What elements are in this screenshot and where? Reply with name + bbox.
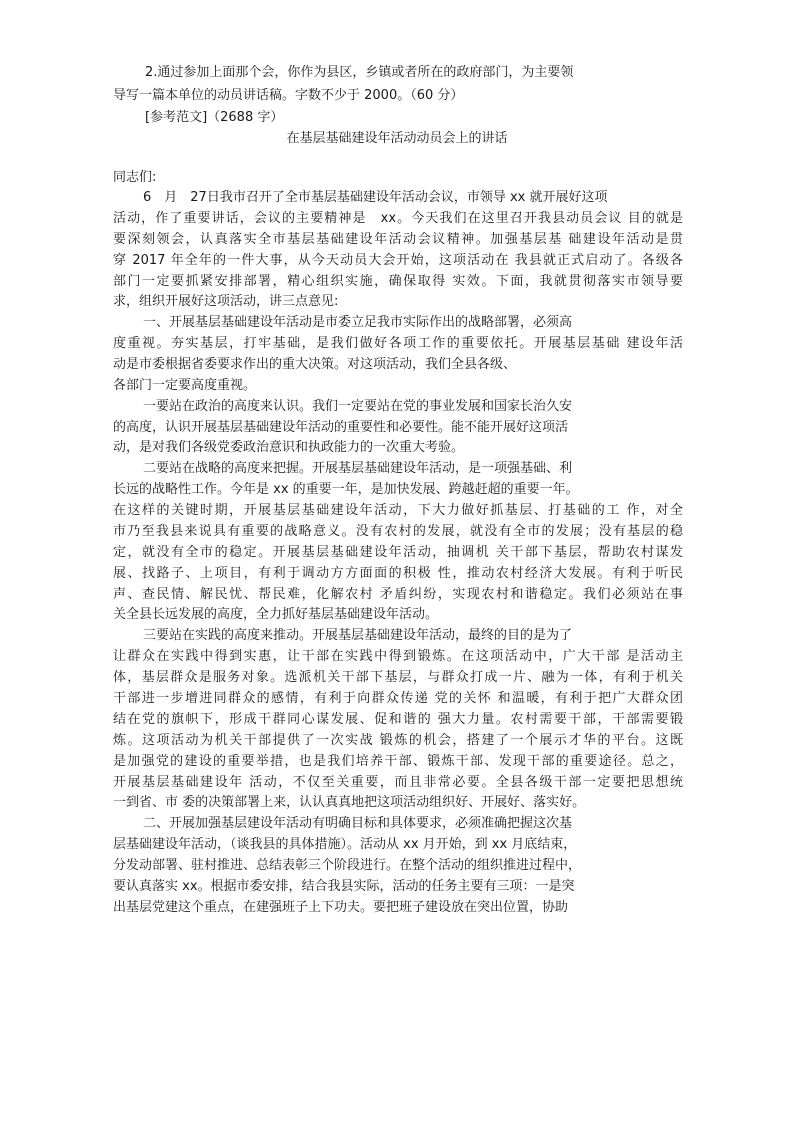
body-line: 二要站在战略的高度来把握。开展基层基础建设年活动，是一项强基础、利 <box>143 461 573 476</box>
section-heading-1: 一、开展基层基础建设年活动是市委立足我市实际作出的战略部署，必须高 <box>143 315 573 330</box>
body-line: 炼。这项活动为机关干部提供了一次实战 锻炼的机会，搭建了一个展示才华的平台。这既 <box>113 733 683 748</box>
body-line: 层基础建设年活动，（谈我县的具体措施）。活动从 xx 月开始，到 xx 月底结束， <box>113 837 577 852</box>
body-line: 定，就没有全市的稳定。开展基层基础建设年活动，抽调机 关干部下基层，帮助农村谋发 <box>113 545 683 560</box>
body-line: 动，是对我们各级党委政治意识和执政能力的一次重大考验。 <box>113 440 465 455</box>
salutation: 同志们: <box>113 170 157 185</box>
question-line-1: 2.通过参加上面那个会，你作为县区，乡镇或者所在的政府部门，为主要领 <box>145 65 574 80</box>
body-line: 部门一定要抓紧安排部署，精心组织实施，确保取得 实效。下面，我就贯彻落实市领导要 <box>113 274 683 289</box>
body-line: 关全县长远发展的高度，全力抓好基层基础建设年活动。 <box>113 607 439 622</box>
body-line: 让群众在实践中得到实惠，让干部在实践中得到锻炼。在这项活动中，广大干部 是活动主 <box>113 649 683 664</box>
body-line: 在这样的关键时期，开展基层基础建设年活动，下大力做好抓基层、打基础的工 作，对全 <box>113 503 683 518</box>
body-line: 动是市委根据省委要求作出的重大决策。对这项活动，我们全县各级、 <box>113 357 517 372</box>
section-heading-2: 二、开展加强基层建设年活动有明确目标和具体要求，必须准确把握这次基 <box>143 816 573 831</box>
body-line: 开展基层基础建设年 活动，不仅至关重要，而且非常必要。全县各级干部一定要把思想统 <box>113 775 683 790</box>
body-line: 市乃至我县来说具有重要的战略意义。没有农村的发展，就没有全市的发展；没有基层的稳 <box>113 524 683 539</box>
body-line: 要认真落实 xx。根据市委安排，结合我县实际，活动的任务主要有三项：一是突 <box>113 879 575 894</box>
body-line: 穿 2017 年全年的一件大事，从今天动员大会开始，这项活动在 我县就正式启动了。各级各 <box>113 253 683 268</box>
body-line: 干部进一步增进同群众的感情，有利于向群众传递 党的关怀 和温暖，有利于把广大群众团 <box>113 691 683 706</box>
body-line: 的高度，认识开展基层基础建设年活动的重要性和必要性。能不能开展好这项活 <box>113 420 569 435</box>
body-line: 是加强党的建设的重要举措，也是我们培养干部、锻炼干部、发现干部的重要途径。总之， <box>113 754 683 769</box>
body-line: 长远的战略性工作。今年是 xx 的重要一年，是加快发展、跨越赶超的重要一年。 <box>113 482 579 497</box>
body-line: 要深刻领会，认真落实全市基层基础建设年活动会议精神。加强基层基 础建设年活动是贯 <box>113 232 683 247</box>
speech-title: 在基层基础建设年活动动员会上的讲话 <box>286 131 508 146</box>
body-line: 一要站在政治的高度来认识。我们一定要站在党的事业发展和国家长治久安 <box>143 399 573 414</box>
body-line: 一到省、市 委的决策部署上来，认认真真地把这项活动组织好、开展好、落实好。 <box>113 795 586 810</box>
body-line: 三要站在实践的高度来推动。开展基层基础建设年活动，最终的目的是为了 <box>143 628 573 643</box>
question-line-2: 导写一篇本单位的动员讲话稿。字数不少于 2000。（60 分） <box>113 88 464 103</box>
body-line: 出基层党建这个重点，在建强班子上下功夫。要把班子建设放在突出位置，协助 <box>113 900 569 915</box>
body-line: 声、查民情、解民忧、帮民难，化解农村 矛盾纠纷，实现农村和谐稳定。我们必须站在事 <box>113 587 683 602</box>
body-line: 各部门一定要高度重视。 <box>113 378 257 393</box>
body-line: 体，基层群众是服务对象。选派机关干部下基层，与群众打成一片、融为一体，有利于机关 <box>113 670 683 685</box>
reference-note: [参考范文]（2688 字） <box>145 110 284 125</box>
body-line: 度重视。夯实基层，打牢基础，是我们做好各项工作的重要依托。开展基层基础 建设年活 <box>113 336 683 351</box>
body-line: 结在党的旗帜下，形成干群同心谋发展、促和谐的 强大力量。农村需要干部，干部需要锻 <box>113 712 683 727</box>
body-line: 分发动部署、驻村推进、总结表彰三个阶段进行。在整个活动的组织推进过程中， <box>113 858 582 873</box>
body-line: 活动，作了重要讲话，会议的主要精神是 xx。今天我们在这里召开我县动员会议 目的就是 <box>113 211 683 226</box>
body-line: 展、找路子、上项目，有利于调动方方面面的积极 性，推动农村经济大发展。有利于听民 <box>113 566 683 581</box>
body-line: 求，组织开展好这项活动，讲三点意见: <box>113 294 339 309</box>
body-line: 6 月 27日我市召开了全市基层基础建设年活动会议，市领导 xx 就开展好这项 <box>143 190 608 205</box>
